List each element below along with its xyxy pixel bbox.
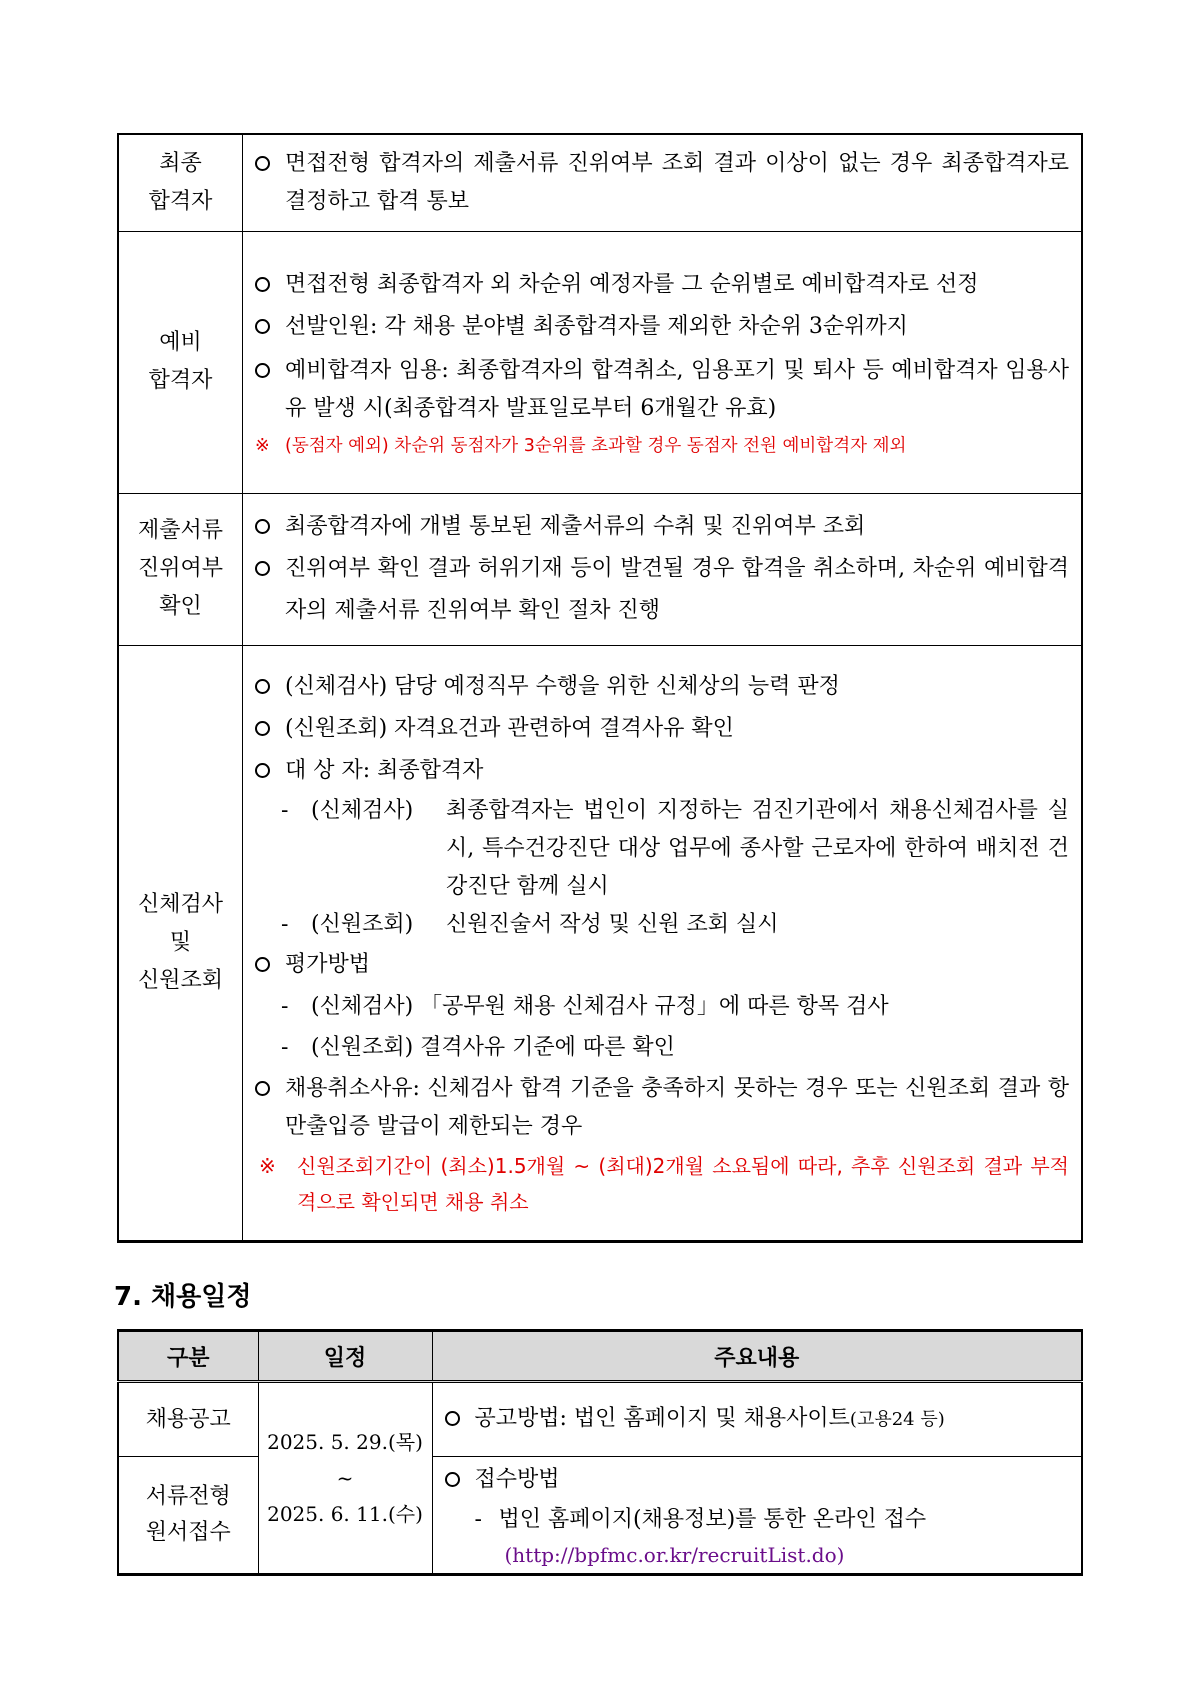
bullet-item: 접수방법: [443, 1459, 1072, 1501]
content-cell: [432, 1457, 1082, 1575]
table-row: [118, 645, 1082, 1241]
circle-bullet-icon: [445, 1411, 460, 1426]
bullet-item: (신원조회) 자격요건과 관련하여 결격사유 확인: [253, 708, 1069, 750]
bullet-item: 예비합격자 임용: 최종합격자의 합격취소, 임용포기 및 퇴사 등 예비합격자 임용사유 발생 시(최종합격자 발표일로부터 6개월간 유효): [253, 352, 1069, 428]
column-header: 주요내용: [432, 1331, 1082, 1382]
circle-bullet-icon: [255, 1081, 270, 1096]
row-label: 신체검사 및 신원조회: [118, 645, 243, 1241]
reference-mark-icon: ※: [255, 436, 270, 456]
table-row: [118, 493, 1082, 645]
column-header: 일정: [258, 1331, 432, 1382]
circle-bullet-icon: [255, 156, 270, 171]
bullet-item: 면접전형 합격자의 제출서류 진위여부 조회 결과 이상이 없는 경우 최종합격자로 결정하고 합격 통보: [253, 145, 1069, 221]
circle-bullet-icon: [255, 679, 270, 694]
column-header: 구분: [118, 1331, 258, 1382]
table-header-row: [118, 1331, 1082, 1382]
bullet-item: 평가방법: [253, 944, 1069, 986]
sub-item: - 법인 홈페이지(채용정보)를 통한 온라인 접수: [474, 1507, 927, 1532]
bullet-item: (신체검사) 담당 예정직무 수행을 위한 신체상의 능력 판정: [253, 666, 1069, 708]
schedule-table: [117, 1329, 1083, 1576]
red-note: ※ 신원조회기간이 (최소)1.5개월 ~ (최대)2개월 소요됨에 따라, 추후 신원조회 결과 부적격으로 확인되면 채용 취소: [253, 1148, 1069, 1220]
bullet-item: 대 상 자: 최종합격자: [253, 750, 1069, 792]
bullet-item: 진위여부 확인 결과 허위기재 등이 발견될 경우 합격을 취소하며, 차순위 예비합격자의 제출서류 진위여부 확인 절차 진행: [253, 548, 1069, 632]
table-row: [118, 134, 1082, 231]
circle-bullet-icon: [255, 561, 270, 576]
sub-item: - (신원조회) 신원진술서 작성 및 신원 조회 실시: [281, 911, 779, 937]
period-cell: 2025. 5. 29.(목) ~ 2025. 6. 11.(수): [258, 1382, 432, 1575]
sub-item: - (신체검사) 「공무원 채용 신체검사 규정」에 따른 항목 검사: [281, 993, 889, 1019]
category-cell: 채용공고: [118, 1382, 258, 1457]
content-cell: [432, 1382, 1082, 1457]
table-row: [118, 231, 1082, 493]
circle-bullet-icon: [255, 519, 270, 534]
reference-mark-icon: ※: [259, 1153, 276, 1178]
bullet-item: 선발인원: 각 채용 분야별 최종합격자를 제외한 차순위 3순위까지: [253, 306, 1069, 348]
circle-bullet-icon: [255, 319, 270, 334]
bullet-item: 채용취소사유: 신체검사 합격 기준을 충족하지 못하는 경우 또는 신원조회 결과 항만출입증 발급이 제한되는 경우: [253, 1070, 1069, 1146]
row-label: 최종 합격자: [118, 134, 243, 231]
table-row: [118, 1382, 1082, 1457]
recruit-url-link[interactable]: (http://bpfmc.or.kr/recruitList.do): [504, 1543, 845, 1567]
circle-bullet-icon: [445, 1472, 460, 1487]
circle-bullet-icon: [255, 363, 270, 378]
sub-item: - (신원조회) 결격사유 기준에 따른 확인: [281, 1034, 675, 1060]
circle-bullet-icon: [255, 763, 270, 778]
row-label: 예비 합격자: [118, 231, 243, 493]
row-label: 제출서류 진위여부 확인: [118, 493, 243, 645]
circle-bullet-icon: [255, 277, 270, 292]
bullet-item: 공고방법: 법인 홈페이지 및 채용사이트(고용24 등): [443, 1398, 1072, 1441]
circle-bullet-icon: [255, 721, 270, 736]
bullet-item: 최종합격자에 개별 통보된 제출서류의 수취 및 진위여부 조회: [253, 506, 1069, 548]
red-note: ※ (동점자 예외) 차순위 동점자가 3순위를 초과할 경우 동점자 전원 예비합격자 제외: [253, 432, 1069, 460]
screening-table: [117, 133, 1083, 1243]
section-title: 7. 채용일정: [114, 1282, 252, 1312]
circle-bullet-icon: [255, 957, 270, 972]
sub-item: - (신체검사) 최종합격자는 법인이 지정하는 검진기관에서 채용신체검사를 실시, 특수건강진단 대상 업무에 종사할 근로자에 한하여 배치전 건강진단 함께 실시: [281, 797, 1069, 899]
category-cell: 서류전형 원서접수: [118, 1457, 258, 1575]
bullet-item: 면접전형 최종합격자 외 차순위 예정자를 그 순위별로 예비합격자로 선정: [253, 264, 1069, 306]
